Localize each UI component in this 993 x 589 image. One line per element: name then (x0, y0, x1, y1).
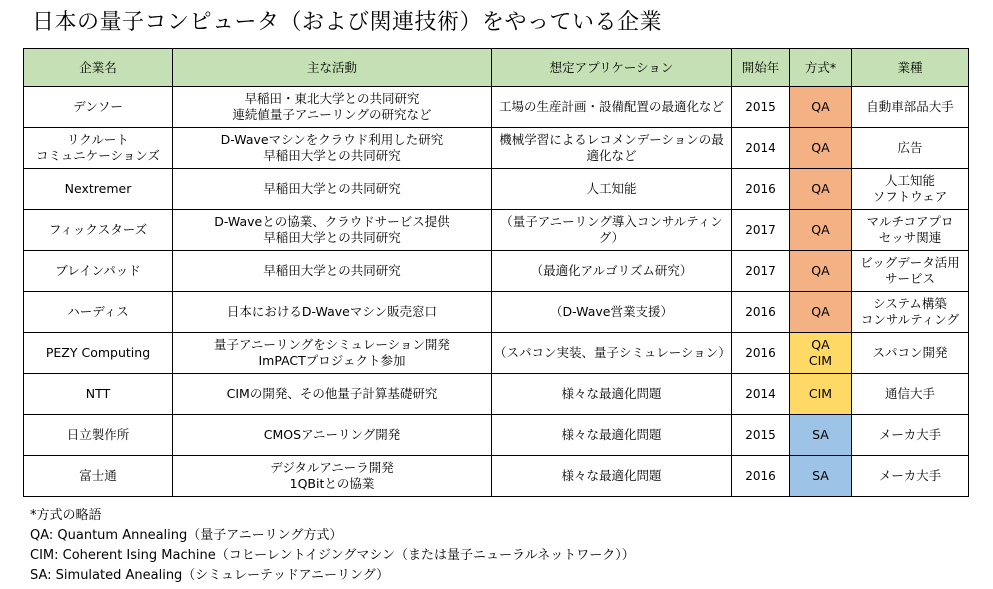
companies-table (23, 48, 969, 497)
cell-activity (173, 374, 492, 415)
cell-industry-line: 自動車部品大手 (866, 99, 954, 114)
cell-company (24, 210, 173, 251)
cell-industry (852, 415, 969, 456)
cell-industry (852, 87, 969, 128)
cell-year: 2016 (732, 169, 790, 210)
note-line-qa: QA: Quantum Annealing（量子アニーリング方式） (30, 528, 343, 543)
cell-application: 様々な最適化問題 (492, 374, 732, 415)
cell-method-line: QA (811, 140, 830, 155)
cell-activity-line: 早稲田大学との共同研究 (263, 263, 401, 278)
cell-year: 2015 (732, 415, 790, 456)
cell-company (24, 456, 173, 497)
cell-method (790, 87, 852, 128)
cell-year: 2016 (732, 456, 790, 497)
cell-application: 機械学習によるレコメンデーションの最適化など (492, 128, 732, 169)
cell-activity-line: ImPACTプロジェクト参加 (258, 353, 406, 368)
cell-industry-line: 人工知能 (884, 173, 935, 188)
cell-company-line: PEZY Computing (45, 345, 151, 360)
note-line-sa: SA: Simulated Anealing（シミュレーテッドアニーリング） (30, 568, 390, 583)
table-row (24, 87, 969, 128)
table-header-row (24, 49, 969, 87)
cell-activity-line: 早稲田大学との共同研究 (263, 230, 401, 245)
cell-application: （スパコン実装、量子シミュレーション） (492, 333, 732, 374)
cell-industry (852, 169, 969, 210)
cell-activity (173, 333, 492, 374)
cell-activity (173, 456, 492, 497)
cell-company-line: フィックスターズ (48, 222, 148, 237)
cell-activity-line: D-Waveマシンをクラウド利用した研究 (220, 132, 444, 147)
cell-activity-line: 早稲田大学との共同研究 (263, 181, 401, 196)
cell-industry-line: ビッグデータ活用 (860, 255, 960, 270)
cell-company (24, 292, 173, 333)
cell-year: 2014 (732, 128, 790, 169)
notes-heading: *方式の略語 (30, 508, 102, 523)
cell-industry-line: メーカ大手 (878, 427, 942, 442)
cell-year: 2017 (732, 210, 790, 251)
column-header-activity: 主な活動 (173, 49, 492, 87)
cell-industry-line: セッサ関連 (878, 230, 942, 245)
cell-method (790, 415, 852, 456)
cell-year: 2015 (732, 87, 790, 128)
cell-method-line: QA (811, 222, 830, 237)
cell-application: 人工知能 (492, 169, 732, 210)
cell-activity-line: 1QBitとの協業 (289, 476, 375, 491)
cell-activity (173, 128, 492, 169)
cell-method (790, 333, 852, 374)
cell-application: 様々な最適化問題 (492, 415, 732, 456)
cell-industry-line: サービス (884, 271, 935, 286)
column-header-industry: 業種 (852, 49, 969, 87)
cell-activity-line: 早稲田大学との共同研究 (263, 148, 401, 163)
cell-method (790, 210, 852, 251)
cell-activity-line: CMOSアニーリング開発 (263, 427, 401, 442)
abbreviation-notes (30, 506, 635, 586)
cell-method-line: CIM (808, 386, 833, 401)
cell-activity-line: 早稲田・東北大学との共同研究 (244, 91, 420, 106)
cell-method-line: QA (811, 263, 830, 278)
cell-company-line: ハーディス (67, 304, 129, 319)
table-row (24, 374, 969, 415)
cell-application: 工場の生産計画・設備配置の最適化など (492, 87, 732, 128)
cell-industry-line: 通信大手 (884, 386, 935, 401)
cell-activity-line: 連続値量子アニーリングの研究など (232, 107, 432, 122)
column-header-application: 想定アプリケーション (492, 49, 732, 87)
note-line-cim: CIM: Coherent Ising Machine（コヒーレントイジングマシン（または量子ニューラルネットワーク）） (30, 548, 635, 563)
table-row (24, 128, 969, 169)
cell-application: 様々な最適化問題 (492, 456, 732, 497)
cell-industry-line: ソフトウェア (872, 189, 948, 204)
cell-method (790, 456, 852, 497)
cell-company (24, 87, 173, 128)
cell-method-line: QA (811, 337, 830, 352)
cell-method-line: SA (812, 427, 829, 442)
cell-method (790, 292, 852, 333)
cell-method-line: CIM (808, 353, 833, 368)
cell-activity (173, 415, 492, 456)
cell-industry-line: システム構築 (873, 296, 947, 311)
cell-activity-line: 量子アニーリングをシミュレーション開発 (214, 337, 450, 352)
cell-method-line: SA (812, 468, 829, 483)
cell-application: （量子アニーリング導入コンサルティング） (492, 210, 732, 251)
page-title: 日本の量子コンピュータ（および関連技術）をやっている企業 (32, 10, 663, 35)
cell-company-line: 富士通 (79, 468, 117, 483)
table-row (24, 292, 969, 333)
cell-activity-line: 日本におけるD-Waveマシン販売窓口 (226, 304, 438, 319)
cell-method (790, 251, 852, 292)
cell-activity-line: D-Waveとの協業、クラウドサービス提供 (214, 214, 450, 229)
cell-method-line: QA (811, 304, 830, 319)
table-row (24, 169, 969, 210)
cell-industry-line: メーカ大手 (878, 468, 942, 483)
cell-industry-line: コンサルティング (860, 312, 960, 327)
table-row (24, 333, 969, 374)
column-header-company: 企業名 (24, 49, 173, 87)
cell-industry-line: マルチコアプロ (866, 214, 954, 229)
cell-activity (173, 210, 492, 251)
table-row (24, 415, 969, 456)
cell-company-line: ブレインパッド (55, 263, 141, 278)
cell-industry (852, 333, 969, 374)
table-row (24, 456, 969, 497)
cell-activity (173, 87, 492, 128)
cell-company-line: コミュニケーションズ (36, 148, 160, 163)
cell-company (24, 169, 173, 210)
cell-method (790, 374, 852, 415)
cell-year: 2014 (732, 374, 790, 415)
cell-activity (173, 251, 492, 292)
cell-industry (852, 374, 969, 415)
cell-year: 2016 (732, 292, 790, 333)
cell-activity (173, 292, 492, 333)
cell-method-line: QA (811, 181, 830, 196)
cell-company (24, 415, 173, 456)
cell-method-line: QA (811, 99, 830, 114)
cell-company-line: Nextremer (64, 181, 132, 196)
cell-industry (852, 456, 969, 497)
column-header-year: 開始年 (732, 49, 790, 87)
cell-industry (852, 128, 969, 169)
cell-company (24, 251, 173, 292)
cell-activity-line: デジタルアニーラ開発 (270, 460, 394, 475)
cell-application: （最適化アルゴリズム研究） (492, 251, 732, 292)
cell-company-line: リクルート (67, 132, 129, 147)
cell-company (24, 333, 173, 374)
cell-method (790, 128, 852, 169)
cell-industry (852, 210, 969, 251)
table-row (24, 210, 969, 251)
cell-application: （D-Wave営業支援） (492, 292, 732, 333)
table-body (24, 87, 969, 497)
cell-company (24, 128, 173, 169)
cell-activity-line: CIMの開発、その他量子計算基礎研究 (226, 386, 438, 401)
cell-company-line: デンソー (73, 99, 123, 114)
cell-activity (173, 169, 492, 210)
table-row (24, 251, 969, 292)
column-header-method: 方式* (790, 49, 852, 87)
cell-year: 2017 (732, 251, 790, 292)
cell-method (790, 169, 852, 210)
cell-industry (852, 292, 969, 333)
cell-industry-line: 広告 (897, 140, 923, 155)
cell-industry (852, 251, 969, 292)
cell-year: 2016 (732, 333, 790, 374)
cell-company (24, 374, 173, 415)
cell-industry-line: スパコン開発 (872, 345, 948, 360)
cell-company-line: NTT (85, 386, 111, 401)
cell-company-line: 日立製作所 (66, 427, 130, 442)
